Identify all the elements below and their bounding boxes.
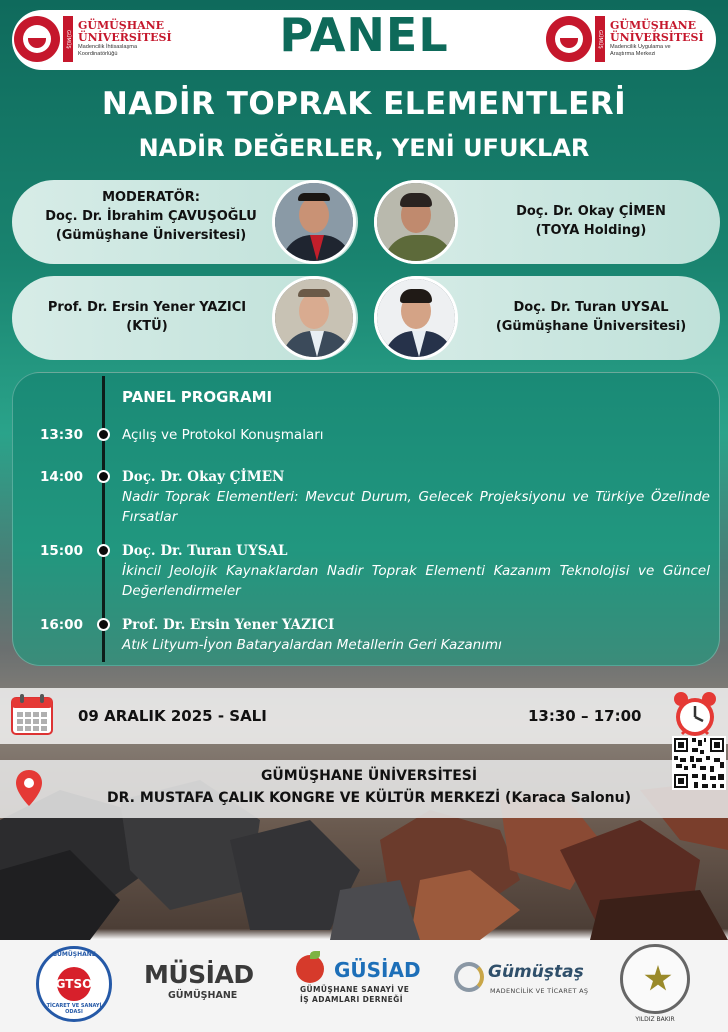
qr-code-icon[interactable]	[672, 736, 726, 790]
left-logo-line1: GÜMÜŞHANE	[78, 19, 165, 32]
event-time: 13:30 – 17:00	[528, 707, 642, 725]
moderator-name: Doç. Dr. İbrahim ÇAVUŞOĞLU	[45, 209, 257, 224]
program-speaker-name: Doç. Dr. Okay ÇİMEN	[122, 469, 285, 485]
event-date: 09 ARALIK 2025 - SALI	[78, 707, 267, 725]
tso-bottom-text: TİCARET VE SANAYİ ODASI	[46, 1003, 102, 1015]
speaker1-info	[466, 202, 716, 240]
gumustas-mark-icon	[454, 962, 484, 992]
yildiz-bakir-logo	[620, 944, 690, 1014]
speaker3-info	[466, 298, 716, 336]
calendar-icon	[10, 692, 54, 736]
speaker1-name: Doç. Dr. Okay ÇİMEN	[516, 204, 666, 219]
gusiad-sub-text-2: İŞ ADAMLARI DERNEĞİ	[300, 995, 403, 1004]
right-logo-sub2: Araştırma Merkezi	[610, 51, 656, 57]
right-university-logo	[546, 16, 704, 62]
timeline-dot	[97, 470, 110, 483]
venue-line1: GÜMÜŞHANE ÜNİVERSİTESİ	[260, 768, 478, 784]
program-speaker-name: Doç. Dr. Turan UYSAL	[122, 543, 288, 559]
musiad-sub-text: GÜMÜŞHANE	[168, 990, 238, 1001]
program-heading: PANEL PROGRAMI	[122, 388, 273, 406]
moderator-info	[16, 188, 286, 245]
logo-strip: GÜMÜŞ	[63, 16, 73, 62]
program-time: 15:00	[40, 543, 83, 559]
tso-logo	[36, 946, 112, 1022]
program-time: 13:30	[40, 427, 83, 443]
program-time: 14:00	[40, 469, 83, 485]
program-topic: Atık Lityum-İyon Bataryalardan Metallerin Geri Kazanımı	[122, 637, 502, 653]
alarm-clock-icon	[672, 690, 718, 738]
right-logo-sub1: Madencilik Uygulama ve	[610, 44, 671, 50]
speaker3-name: Doç. Dr. Turan UYSAL	[513, 300, 669, 315]
left-university-logo	[14, 16, 172, 62]
program-time: 16:00	[40, 617, 83, 633]
speaker2-photo	[272, 276, 356, 360]
speaker3-affiliation: (Gümüşhane Üniversitesi)	[495, 319, 687, 334]
moderator-affiliation: (Gümüşhane Üniversitesi)	[55, 228, 247, 243]
speaker1-photo	[374, 180, 458, 264]
program-speaker-name: Prof. Dr. Ersin Yener YAZICI	[122, 617, 335, 633]
speaker1-affiliation: (TOYA Holding)	[535, 223, 647, 238]
tso-mark: GTSO	[57, 967, 91, 1001]
star-icon	[644, 965, 672, 993]
gusiad-logo-text: GÜSİAD	[334, 958, 421, 982]
speaker2-name: Prof. Dr. Ersin Yener YAZICI	[47, 300, 247, 315]
tso-top-text: GÜMÜŞHANE	[52, 951, 96, 958]
timeline-dot	[97, 544, 110, 557]
gumustas-sub-text: MADENCİLİK VE TİCARET AŞ	[490, 987, 589, 995]
panel-title: PANEL	[279, 8, 449, 62]
sub-title: NADİR DEĞERLER, YENİ UFUKLAR	[138, 134, 590, 162]
timeline-dot	[97, 428, 110, 441]
university-emblem-icon	[546, 16, 592, 62]
moderator-photo	[272, 180, 356, 264]
venue-line2: DR. MUSTAFA ÇALIK KONGRE VE KÜLTÜR MERKEZİ (Karaca Salonu)	[107, 790, 631, 806]
right-logo-line2: ÜNİVERSİTESİ	[610, 31, 704, 44]
left-logo-sub2: Koordinatörlüğü	[78, 51, 118, 57]
speaker2-affiliation: (KTÜ)	[126, 319, 168, 334]
speaker2-info	[22, 298, 272, 336]
timeline-dot	[97, 618, 110, 631]
university-emblem-icon	[14, 16, 60, 62]
gumustas-logo-text: Gümüştaş	[488, 962, 584, 982]
musiad-logo-text: MÜSİAD	[144, 960, 254, 989]
right-logo-line1: GÜMÜŞHANE	[610, 19, 697, 32]
left-logo-line2: ÜNİVERSİTESİ	[78, 31, 172, 44]
yildiz-bakir-text: YILDIZ BAKIR	[635, 1016, 675, 1023]
program-item-text: Açılış ve Protokol Konuşmaları	[122, 427, 324, 443]
logo-strip: GÜMÜŞ	[595, 16, 605, 62]
gusiad-apple-icon	[296, 955, 324, 983]
left-logo-sub1: Madencilik İhtisaslaşma	[78, 44, 138, 50]
main-title: NADİR TOPRAK ELEMENTLERİ	[101, 86, 627, 122]
moderator-role: MODERATÖR:	[102, 190, 200, 205]
gusiad-sub-text-1: GÜMÜŞHANE SANAYİ VE	[300, 985, 410, 994]
program-topic: İkincil Jeolojik Kaynaklardan Nadir Toprak Elementi Kazanım Teknolojisi ve Güncel Değerlendirmeler	[122, 563, 710, 599]
program-topic: Nadir Toprak Elementleri: Mevcut Durum, Gelecek Projeksiyonu ve Türkiye Özelinde Fırsatlar	[122, 489, 710, 525]
speaker3-photo	[374, 276, 458, 360]
